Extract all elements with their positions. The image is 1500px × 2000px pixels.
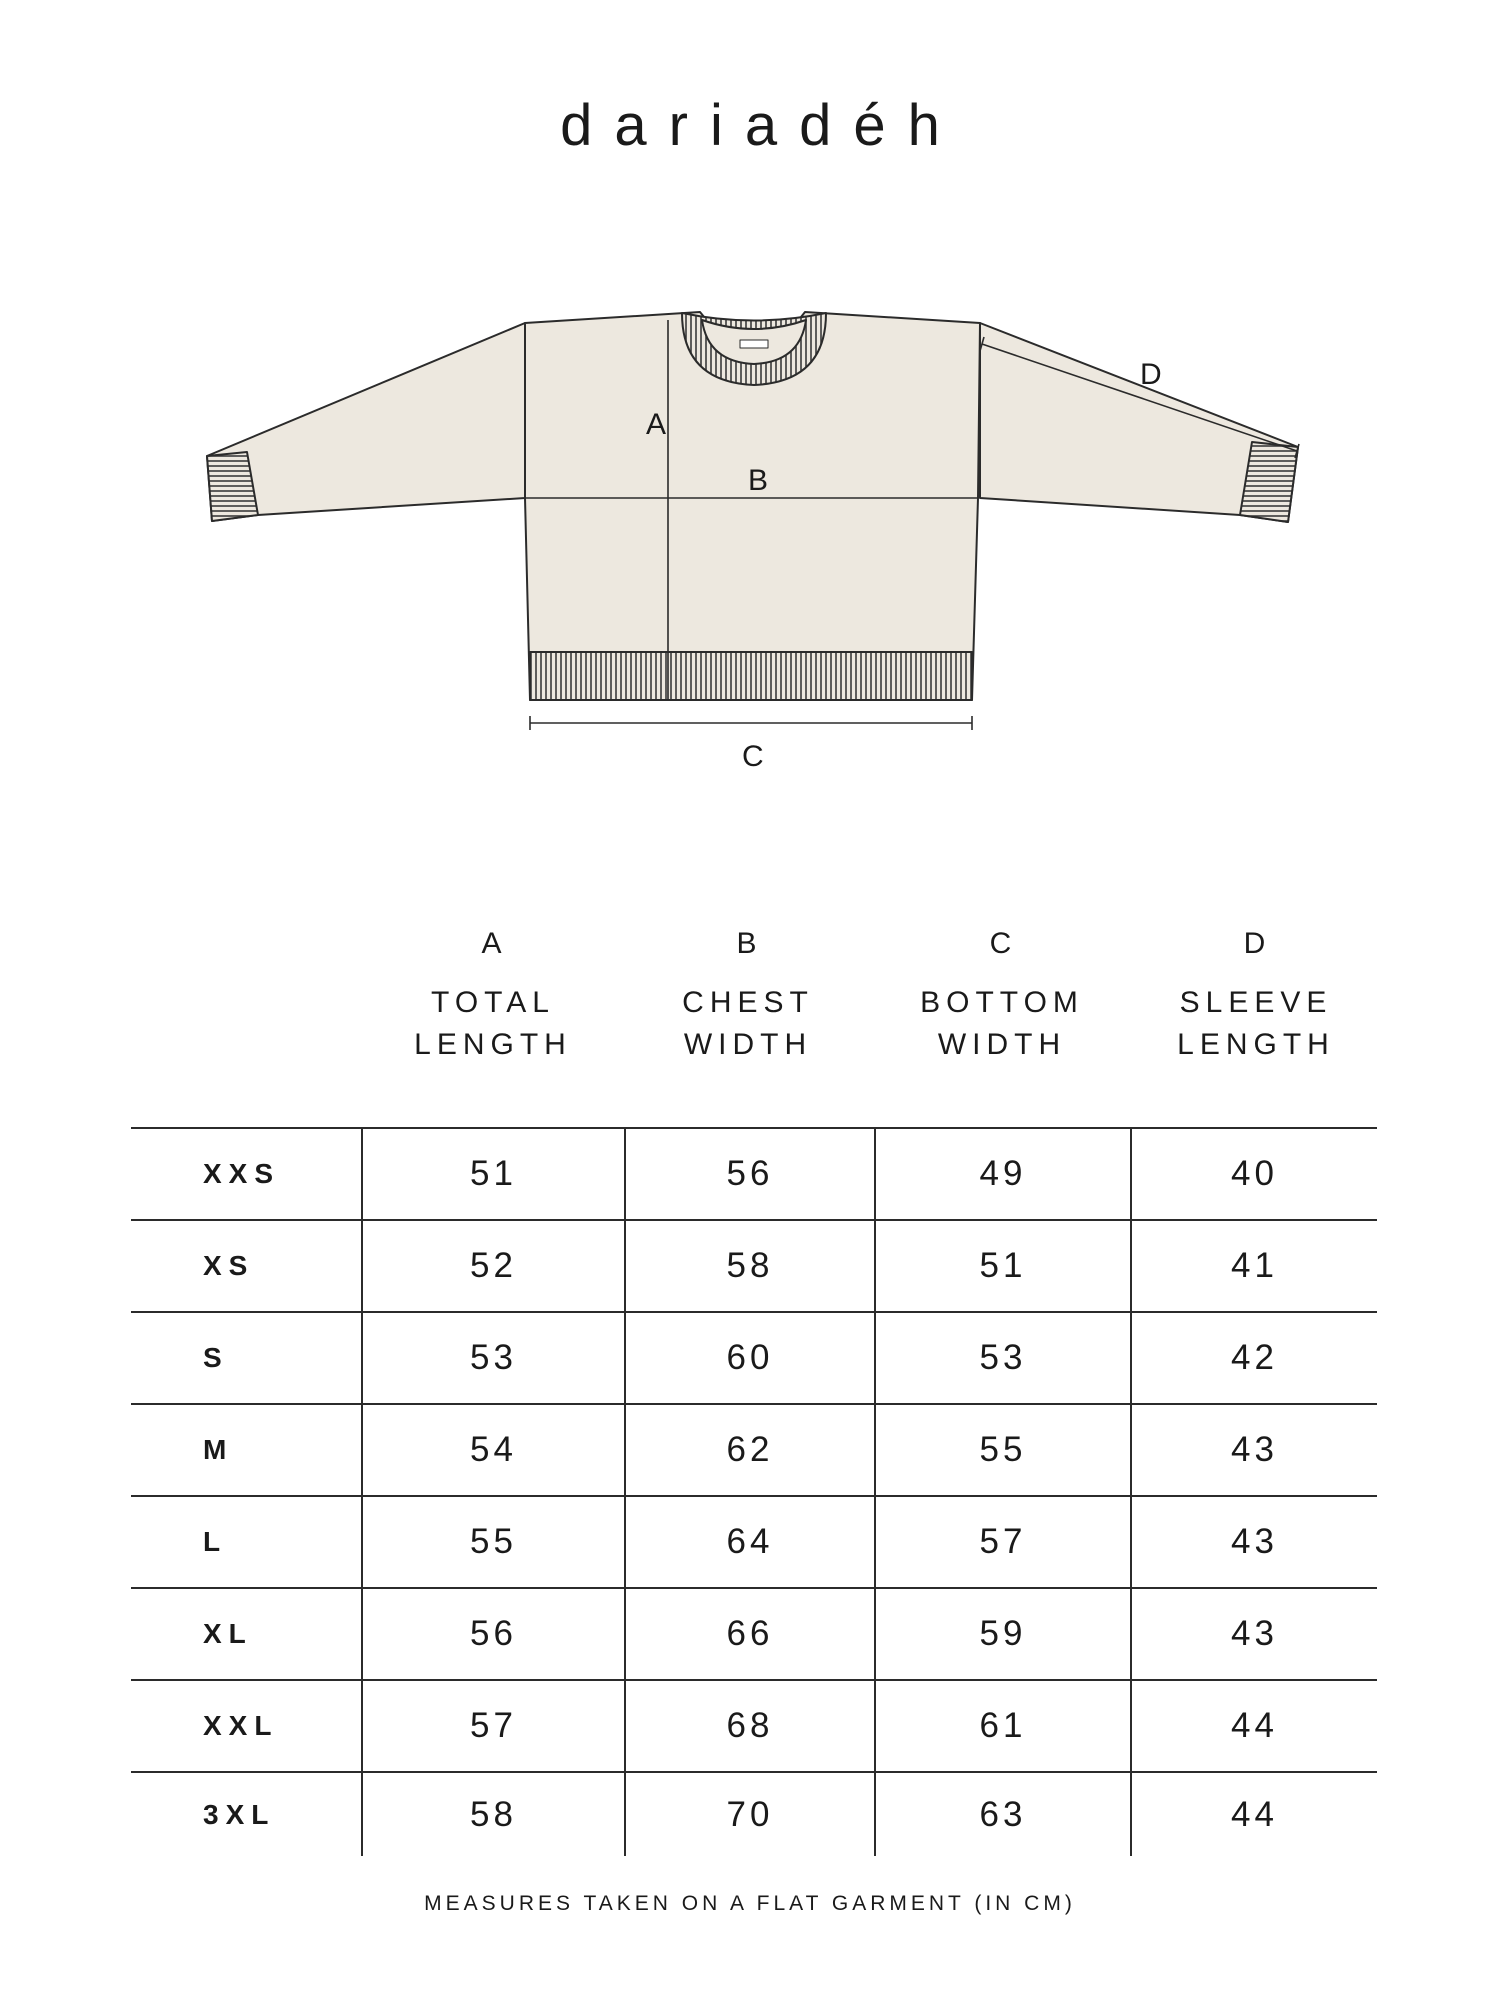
total-length-cell: 55 bbox=[362, 1496, 625, 1588]
measurement-footnote: MEASURES TAKEN ON A FLAT GARMENT (IN CM) bbox=[424, 1892, 1076, 1915]
sleeve-length-cell: 43 bbox=[1131, 1404, 1377, 1496]
label-a: A bbox=[646, 408, 667, 441]
column-header-b bbox=[623, 922, 873, 1066]
neck-label bbox=[740, 340, 768, 348]
column-title-line2: LENGTH bbox=[1177, 1028, 1335, 1061]
size-label: XS bbox=[131, 1220, 362, 1312]
label-b: B bbox=[748, 464, 769, 497]
bottom-width-cell: 57 bbox=[875, 1496, 1131, 1588]
table-row bbox=[131, 1404, 1377, 1496]
column-title-line2: WIDTH bbox=[683, 1028, 813, 1061]
chest-width-cell: 64 bbox=[625, 1496, 875, 1588]
sleeve-length-cell: 42 bbox=[1131, 1312, 1377, 1404]
bottom-width-cell: 61 bbox=[875, 1680, 1131, 1772]
total-length-cell: 58 bbox=[362, 1772, 625, 1856]
column-header-c bbox=[877, 922, 1127, 1066]
total-length-cell: 56 bbox=[362, 1588, 625, 1680]
table-row bbox=[131, 1772, 1377, 1856]
bottom-width-cell: 51 bbox=[875, 1220, 1131, 1312]
sleeve-length-cell: 43 bbox=[1131, 1588, 1377, 1680]
column-title-line1: BOTTOM bbox=[920, 986, 1084, 1019]
chest-width-cell: 56 bbox=[625, 1128, 875, 1220]
total-length-cell: 52 bbox=[362, 1220, 625, 1312]
size-label: S bbox=[131, 1312, 362, 1404]
chest-width-cell: 62 bbox=[625, 1404, 875, 1496]
sleeve-length-cell: 44 bbox=[1131, 1772, 1377, 1856]
table-row bbox=[131, 1312, 1377, 1404]
column-letter: C bbox=[989, 927, 1015, 960]
sleeve-length-cell: 41 bbox=[1131, 1220, 1377, 1312]
column-header-d bbox=[1131, 922, 1381, 1066]
hem-rib bbox=[530, 652, 972, 700]
total-length-cell: 53 bbox=[362, 1312, 625, 1404]
size-label: L bbox=[131, 1496, 362, 1588]
column-title-line1: TOTAL bbox=[431, 986, 555, 1019]
bottom-width-cell: 49 bbox=[875, 1128, 1131, 1220]
table-row bbox=[131, 1680, 1377, 1772]
total-length-cell: 57 bbox=[362, 1680, 625, 1772]
size-label: XL bbox=[131, 1588, 362, 1680]
table-row bbox=[131, 1220, 1377, 1312]
table-row bbox=[131, 1588, 1377, 1680]
column-letter: D bbox=[1243, 927, 1269, 960]
chest-width-cell: 70 bbox=[625, 1772, 875, 1856]
size-label: XXS bbox=[131, 1128, 362, 1220]
size-label: M bbox=[131, 1404, 362, 1496]
chest-width-cell: 68 bbox=[625, 1680, 875, 1772]
column-title-line2: WIDTH bbox=[937, 1028, 1067, 1061]
sleeve-length-cell: 44 bbox=[1131, 1680, 1377, 1772]
bottom-width-cell: 55 bbox=[875, 1404, 1131, 1496]
total-length-cell: 51 bbox=[362, 1128, 625, 1220]
column-letter: A bbox=[481, 927, 505, 960]
size-label: 3XL bbox=[131, 1772, 362, 1856]
total-length-cell: 54 bbox=[362, 1404, 625, 1496]
chest-width-cell: 60 bbox=[625, 1312, 875, 1404]
column-header-a bbox=[368, 922, 618, 1066]
chest-width-cell: 66 bbox=[625, 1588, 875, 1680]
bottom-width-cell: 59 bbox=[875, 1588, 1131, 1680]
column-title-line2: LENGTH bbox=[414, 1028, 572, 1061]
label-d: D bbox=[1140, 358, 1162, 391]
table-row bbox=[131, 1128, 1377, 1220]
bottom-width-cell: 63 bbox=[875, 1772, 1131, 1856]
column-title-line1: CHEST bbox=[682, 986, 814, 1019]
size-chart-table bbox=[131, 1127, 1377, 1856]
column-title-line1: SLEEVE bbox=[1179, 986, 1333, 1019]
label-c: C bbox=[742, 740, 764, 773]
sleeve-length-cell: 43 bbox=[1131, 1496, 1377, 1588]
sweater-illustration bbox=[207, 312, 1298, 700]
bottom-width-cell: 53 bbox=[875, 1312, 1131, 1404]
size-label: XXL bbox=[131, 1680, 362, 1772]
chest-width-cell: 58 bbox=[625, 1220, 875, 1312]
sweater-diagram bbox=[0, 0, 1500, 800]
brand-logo: dariadéh bbox=[560, 93, 962, 158]
table-row bbox=[131, 1496, 1377, 1588]
column-letter: B bbox=[736, 927, 760, 960]
sleeve-length-cell: 40 bbox=[1131, 1128, 1377, 1220]
